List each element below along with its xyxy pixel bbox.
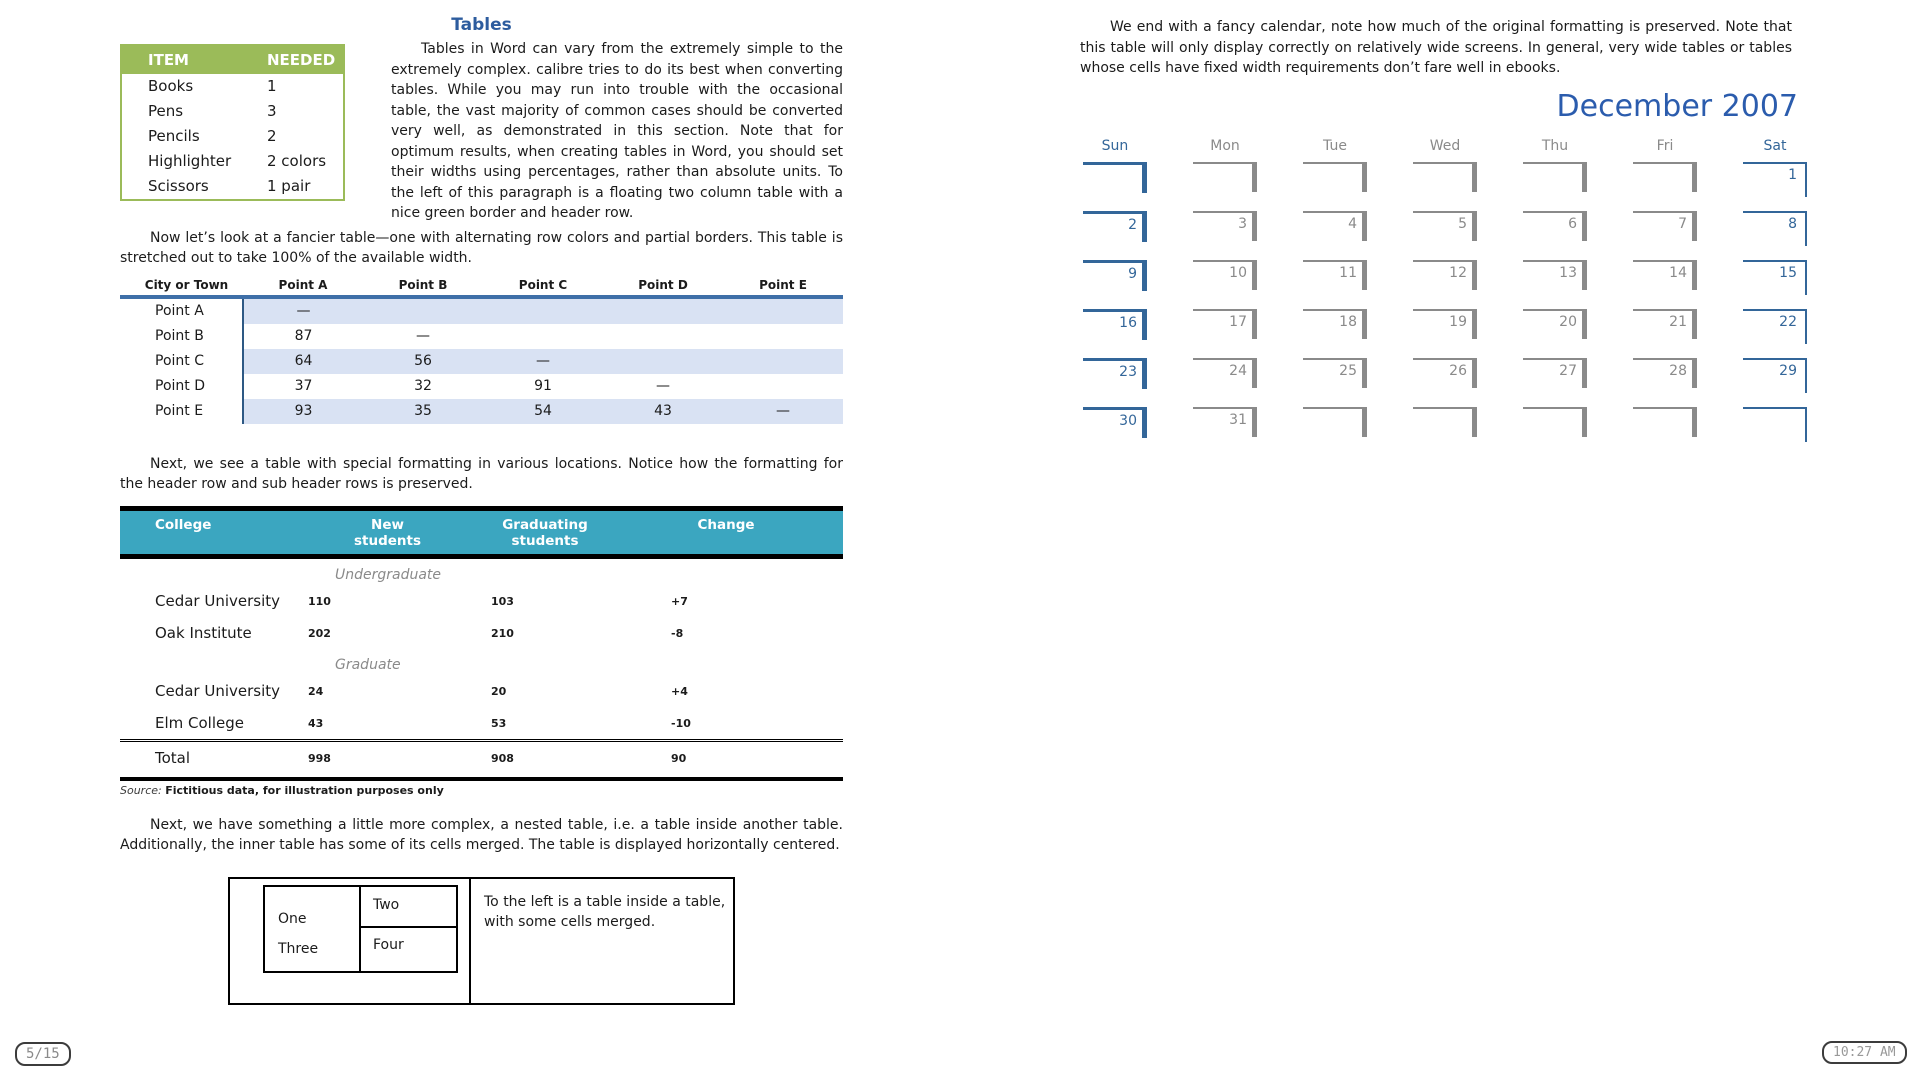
cell: 202	[308, 626, 331, 640]
table-row	[120, 675, 843, 707]
calendar-day-cell	[1303, 260, 1367, 290]
section-subheader: Graduate	[335, 656, 401, 673]
source-note	[120, 784, 843, 798]
cell: 54	[483, 399, 603, 424]
outer-left-cell	[229, 878, 470, 1004]
calendar-day-cell	[1743, 407, 1807, 437]
cell-text-three: Three	[278, 940, 319, 957]
day-number: 7	[1678, 215, 1687, 232]
table-row	[121, 99, 344, 124]
calendar-day-cell	[1523, 309, 1587, 339]
outer-right-cell	[470, 878, 734, 1004]
calendar-day-cell	[1083, 407, 1147, 437]
day-number	[1413, 164, 1477, 167]
day-number: 25	[1339, 362, 1357, 379]
row-label: Point C	[120, 349, 243, 374]
cell	[723, 349, 843, 374]
clock: 10:27 AM	[1822, 1041, 1907, 1064]
calendar-day-cell	[1083, 309, 1147, 339]
calendar-day-cell	[1743, 358, 1807, 388]
table-row	[264, 886, 457, 927]
day-number: 15	[1779, 264, 1797, 281]
day-name: Mon	[1210, 137, 1240, 154]
points-table	[120, 275, 843, 424]
cell: 56	[363, 349, 483, 374]
cell: 64	[243, 349, 363, 374]
calendar-day-cell	[1743, 309, 1807, 339]
column-header: Point A	[243, 275, 363, 297]
column-header: Point C	[483, 275, 603, 297]
calendar-day-cell	[1743, 162, 1807, 192]
calendar-day-cell	[1523, 260, 1587, 290]
row-label: Elm College	[155, 713, 244, 732]
day-name: Tue	[1323, 137, 1347, 154]
calendar-day-cell	[1083, 162, 1147, 192]
calendar-day-cell	[1193, 162, 1257, 192]
day-name: Thu	[1541, 137, 1569, 154]
day-name: Fri	[1656, 137, 1674, 154]
calendar-day-cell	[1303, 407, 1367, 437]
fancier-intro-paragraph: Now let’s look at a fancier table—one with alternating row colors and partial borders. This table is stretched out to take 100% of the available width.	[120, 229, 843, 266]
cell	[723, 297, 843, 324]
calendar-day-cell	[1413, 211, 1477, 241]
source-label: Source:	[120, 783, 162, 797]
column-header: Point B	[363, 275, 483, 297]
table-row	[120, 585, 843, 617]
day-number: 22	[1779, 313, 1797, 330]
day-number	[1743, 409, 1807, 412]
table-row	[120, 374, 843, 399]
table-row	[120, 649, 843, 675]
calendar-day-cell	[1633, 407, 1697, 437]
right-book-page	[1080, 14, 1808, 437]
row-label: Point D	[120, 374, 243, 399]
day-number: 20	[1559, 313, 1577, 330]
column-header-label: Graduating students	[502, 516, 588, 549]
column-header-needed: NEEDED	[241, 45, 344, 74]
day-number	[1083, 165, 1147, 168]
cell: —	[656, 377, 670, 394]
calendar-title: December 2007	[1556, 88, 1798, 124]
column-header	[489, 508, 669, 556]
cell: 93	[243, 399, 363, 424]
cell	[603, 324, 723, 349]
special-intro-paragraph: Next, we see a table with special formatting in various locations. Notice how the formatting for the header row and sub header rows is preserved.	[120, 455, 843, 492]
calendar-day-cell	[1193, 358, 1257, 388]
calendar-intro-paragraph: We end with a fancy calendar, note how much of the original formatting is preserved. Note that this table will only display correctly on relatively wide screens. In general, very wide tables or tables whose cells have fixed width requirements don’t fare well in ebooks.	[1080, 19, 1792, 76]
calendar-day-cell	[1413, 309, 1477, 339]
table-row	[120, 297, 843, 324]
day-number: 21	[1669, 313, 1687, 330]
day-number: 12	[1449, 264, 1467, 281]
cell: 43	[603, 399, 723, 424]
table-row	[120, 399, 843, 424]
table-row	[120, 707, 843, 741]
cell: 3	[267, 102, 277, 120]
table-row	[120, 324, 843, 349]
table-header-row	[121, 45, 344, 74]
cell: Pencils	[148, 127, 200, 145]
cell: 53	[491, 716, 507, 730]
cell: 103	[491, 594, 514, 608]
column-header-label: Change	[697, 516, 755, 533]
calendar-day-cell	[1743, 211, 1807, 241]
day-number: 24	[1229, 362, 1247, 379]
section-subheader: Undergraduate	[335, 566, 442, 583]
day-number	[1413, 409, 1477, 412]
page-indicator[interactable]: 5/15	[15, 1042, 71, 1066]
row-label: Oak Institute	[155, 623, 252, 642]
calendar-day-names	[1083, 138, 1808, 154]
calendar-day-cell	[1083, 260, 1147, 290]
cell: 210	[491, 626, 514, 640]
day-number	[1633, 409, 1697, 412]
cell: +4	[671, 684, 688, 698]
day-number: 27	[1559, 362, 1577, 379]
day-number: 9	[1128, 265, 1137, 282]
day-number: 26	[1449, 362, 1467, 379]
table-row	[120, 617, 843, 649]
supplies-table	[120, 44, 345, 201]
day-name: Wed	[1429, 137, 1461, 154]
cell: +7	[671, 594, 688, 608]
calendar-day-cell	[1083, 211, 1147, 241]
day-number: 31	[1229, 411, 1247, 428]
day-number: 11	[1339, 264, 1357, 281]
calendar-day-cell	[1193, 407, 1257, 437]
calendar-day-cell	[1633, 211, 1697, 241]
row-label: Cedar University	[155, 591, 281, 610]
calendar-day-cell	[1413, 162, 1477, 192]
cell	[723, 324, 843, 349]
table-row	[121, 124, 344, 149]
row-label: Point B	[120, 324, 243, 349]
points-head-row	[120, 275, 843, 297]
cell: 998	[306, 740, 489, 779]
cell	[723, 374, 843, 399]
calendar-day-cell	[1523, 407, 1587, 437]
cell: 24	[308, 684, 324, 698]
calendar-day-cell	[1303, 211, 1367, 241]
calendar-day-cell	[1633, 260, 1697, 290]
table-row	[121, 174, 344, 200]
column-header	[120, 508, 306, 556]
cell: —	[483, 349, 603, 374]
nested-intro-paragraph: Next, we have something a little more complex, a nested table, i.e. a table inside another table. Additionally, the inner table has some of its cells merged. The table is displayed horizontally centered.	[120, 816, 843, 853]
college-table	[120, 506, 843, 781]
row-label: Point A	[120, 297, 243, 324]
day-number: 10	[1229, 264, 1247, 281]
day-number	[1193, 164, 1257, 167]
college-head-row	[120, 508, 843, 556]
cell: 32	[414, 377, 432, 394]
day-number: 29	[1779, 362, 1797, 379]
cell	[483, 297, 603, 324]
calendar-day-cell	[1083, 358, 1147, 388]
calendar-day-cell	[1193, 309, 1257, 339]
column-header: City or Town	[120, 275, 243, 297]
day-number	[1633, 164, 1697, 167]
calendar-day-cell	[1633, 162, 1697, 192]
cell-text-four: Four	[360, 927, 457, 972]
row-label: Cedar University	[155, 681, 281, 700]
row-label: Total	[120, 740, 306, 779]
merged-cell	[264, 886, 360, 972]
day-number: 17	[1229, 313, 1247, 330]
inner-table	[263, 885, 458, 973]
day-number	[1523, 164, 1587, 167]
cell-text-two: Two	[360, 886, 457, 927]
cell: 90	[669, 740, 843, 779]
cell: —	[416, 327, 430, 344]
cell: 37	[294, 377, 313, 394]
cell	[363, 297, 483, 324]
cell	[603, 297, 723, 324]
cell-text-one: One	[278, 910, 307, 927]
table-row	[120, 349, 843, 374]
column-header	[669, 508, 843, 556]
calendar-day-cell	[1633, 358, 1697, 388]
cell: —	[243, 297, 363, 324]
day-number	[1303, 164, 1367, 167]
cell: 908	[489, 740, 669, 779]
cell	[603, 349, 723, 374]
column-header-item: ITEM	[121, 45, 241, 74]
cell: 1	[267, 77, 277, 95]
table-row	[121, 149, 344, 174]
table-row	[120, 556, 843, 585]
day-number: 18	[1339, 313, 1357, 330]
column-header: Point D	[603, 275, 723, 297]
day-number: 2	[1128, 216, 1137, 233]
day-number: 4	[1348, 215, 1357, 232]
day-number: 1	[1788, 166, 1797, 183]
table-row	[121, 74, 344, 99]
cell: —	[723, 399, 843, 424]
outer-table	[228, 877, 735, 1005]
cell: 43	[308, 716, 324, 730]
day-number	[1523, 409, 1587, 412]
day-number: 3	[1238, 215, 1247, 232]
day-number: 28	[1669, 362, 1687, 379]
day-number: 6	[1568, 215, 1577, 232]
section-heading: Tables	[451, 15, 512, 35]
left-book-page	[120, 14, 843, 1005]
cell: 1 pair	[267, 177, 311, 195]
cell: Scissors	[148, 177, 209, 195]
day-number: 5	[1458, 215, 1467, 232]
day-number: 30	[1119, 412, 1137, 429]
nested-table-wrap	[228, 877, 735, 1005]
cell: Highlighter	[148, 152, 232, 170]
calendar-day-cell	[1633, 309, 1697, 339]
calendar-day-cell	[1303, 162, 1367, 192]
cell: 2 colors	[267, 152, 327, 170]
calendar-day-cell	[1523, 211, 1587, 241]
cell: 2	[267, 127, 277, 145]
day-number: 14	[1669, 264, 1687, 281]
calendar-day-cell	[1303, 309, 1367, 339]
cell: 110	[308, 594, 331, 608]
column-header-label: College	[155, 516, 212, 533]
day-number: 19	[1449, 313, 1467, 330]
cell: Books	[148, 77, 194, 95]
day-name: Sat	[1763, 137, 1787, 154]
supplies-body	[121, 74, 344, 200]
calendar-grid	[1083, 162, 1808, 437]
calendar-day-cell	[1523, 358, 1587, 388]
calendar-day-cell	[1413, 358, 1477, 388]
source-text: Fictitious data, for illustration purposes only	[165, 783, 444, 797]
calendar-day-cell	[1413, 260, 1477, 290]
column-header-label: New students	[353, 516, 422, 549]
day-number	[1303, 409, 1367, 412]
total-row	[120, 740, 843, 779]
column-header	[306, 508, 489, 556]
cell	[483, 324, 603, 349]
college-body	[120, 556, 843, 779]
cell: 20	[491, 684, 507, 698]
row-label: Point E	[120, 399, 243, 424]
calendar-day-cell	[1743, 260, 1807, 290]
day-name: Sun	[1101, 137, 1129, 154]
day-number: 23	[1119, 363, 1137, 380]
cell: Pens	[148, 102, 184, 120]
cell: -10	[671, 716, 691, 730]
calendar-day-cell	[1193, 260, 1257, 290]
day-number: 8	[1788, 215, 1797, 232]
calendar-day-cell	[1523, 162, 1587, 192]
calendar-day-cell	[1303, 358, 1367, 388]
cell: 91	[534, 377, 552, 394]
table-row	[229, 878, 734, 1004]
column-header: Point E	[723, 275, 843, 297]
calendar-day-cell	[1413, 407, 1477, 437]
day-number: 13	[1559, 264, 1577, 281]
day-number: 16	[1119, 314, 1137, 331]
cell: 87	[294, 327, 313, 344]
points-body	[120, 297, 843, 424]
intro-paragraph: Tables in Word can vary from the extremely simple to the extremely complex. calibre tries to do its best when converting tables. While you may run into trouble with the occasional table, the vast majority of common cases should be converted very well, as demonstrated in this section. Note that for optimum results, when creating tables in Word, you should set their widths using percentages, rather than absolute units. To the left of this paragraph is a floating two column table with a nice green border and header row.	[391, 41, 843, 221]
nested-table-description: To the left is a table inside a table, with some cells merged.	[484, 893, 726, 930]
cell: 35	[363, 399, 483, 424]
cell: -8	[671, 626, 684, 640]
calendar-day-cell	[1193, 211, 1257, 241]
